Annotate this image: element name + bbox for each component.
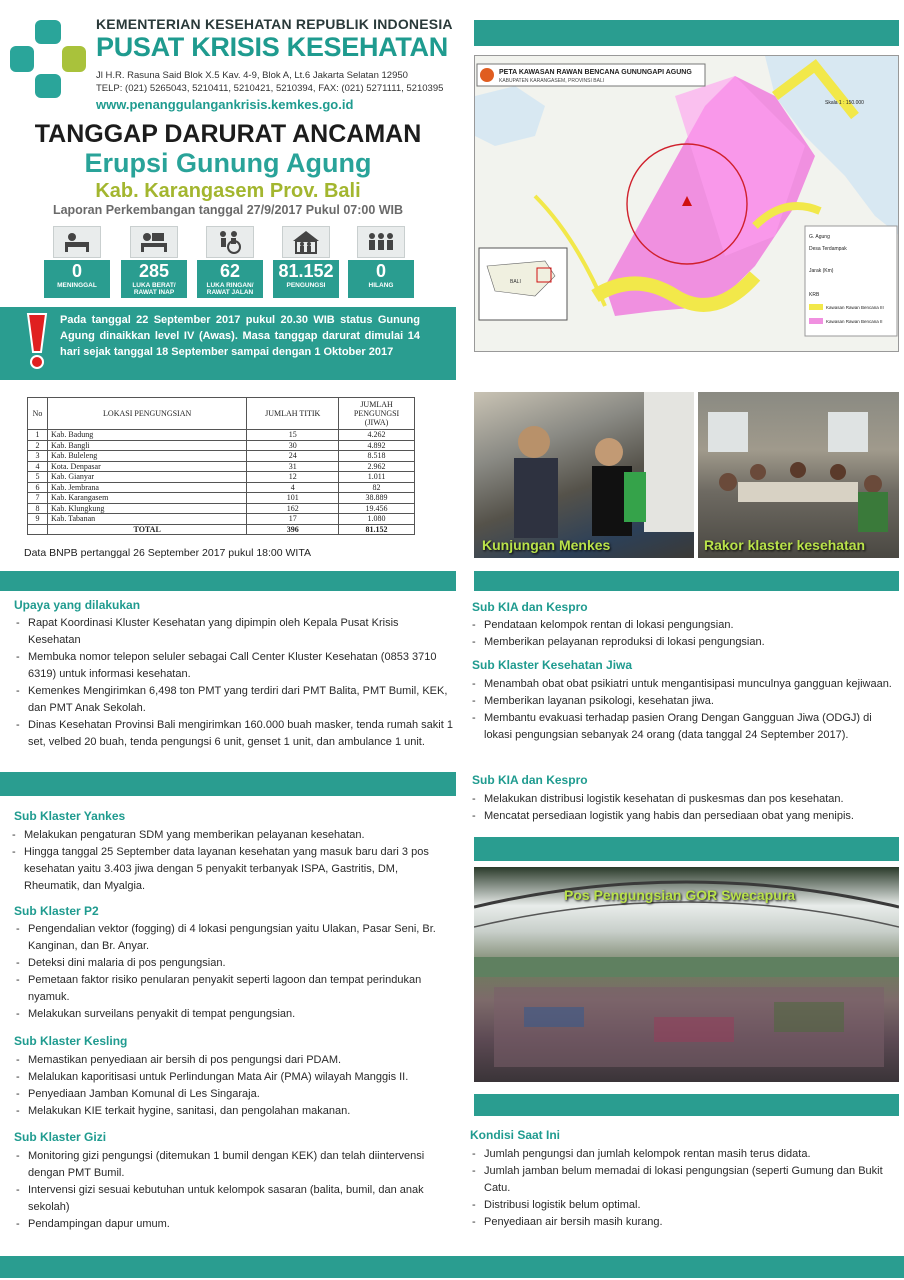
heading-gizi: Sub Klaster Gizi [14,1130,107,1144]
stat-meninggal [44,226,110,298]
list-item: - Membantu evakuasi terhadap pasien Orang Dengan Gangguan Jiwa (ODGJ) di lokasi pengungsian sebanyak 24 orang (data tanggal 24 September 2017). [470,710,898,744]
cell-titik: 15 [247,430,339,441]
photo-menkes-people [474,392,694,558]
cell-titik: 17 [247,514,339,525]
stat-value: 62 [219,261,241,281]
table-row [28,503,415,514]
legend-krb: KRB [809,292,820,298]
list-item: - Mencatat persediaan logistik yang habis dan persediaan obat yang menipis. [470,808,898,825]
table-row [28,451,415,462]
cell-no: 1 [28,430,48,441]
col-pengungsi: JUMLAH PENGUNGSI (JIWA) [339,398,415,430]
people-icon [357,226,405,258]
photo-rakor-people [698,392,899,558]
stat-value: 0 [375,261,386,281]
table-row [28,430,415,441]
cell-pengungsi: 2.962 [339,461,415,472]
table-row [28,472,415,483]
cell-lokasi: Kab. Tabanan [47,514,246,525]
cell-no: 6 [28,482,48,493]
table-row [28,482,415,493]
cell-titik: 12 [247,472,339,483]
caption-gor: Pos Pengungsian GOR Swecapura [564,887,796,903]
list-item: - Memberikan pelayanan reproduksi di lokasi pengungsian. [470,634,898,651]
list-item: - Monitoring gizi pengungsi (ditemukan 1 bumil dengan KEK) dan telah diintervensi dengan PMT Bumil. [14,1148,454,1182]
stat-label: LUKA BERAT/ RAWAT INAP [132,282,176,296]
cell-no: 9 [28,514,48,525]
hazard-map-drawing [475,56,899,352]
stat-pengungsi [273,226,339,298]
table-source: Data BNPB pertanggal 26 September 2017 pukul 18:00 WITA [24,547,311,559]
wheelchair-icon [206,226,254,258]
list-kia1 [470,617,898,651]
heading-kia1: Sub KIA dan Kespro [472,600,588,614]
total-label: TOTAL [47,524,246,535]
table-row [28,514,415,525]
list-item: - Pemetaan faktor risiko penularan penyakit seperti lagoon dan tempat perindukan nyamuk. [14,972,454,1006]
photo-rakor-kesehatan [698,392,899,558]
stat-label: PENGUNGSI [286,282,326,289]
col-titik: JUMLAH TITIK [247,398,339,430]
list-item: - Memastikan penyediaan air bersih di pos pengungsi dari PDAM. [14,1052,454,1069]
table-row [28,493,415,504]
legend-agung: G. Agung [809,234,830,240]
cell-lokasi: Kab. Jembrana [47,482,246,493]
cell-no: 7 [28,493,48,504]
ministry-name: KEMENTERIAN KESEHATAN REPUBLIK INDONESIA [96,16,453,32]
list-item: - Penyediaan air bersih masih kurang. [470,1214,898,1231]
footer-bar [0,1256,904,1278]
heading-kesling: Sub Klaster Kesling [14,1034,128,1048]
list-item: - Kemenkes Mengirimkan 6,498 ton PMT yang terdiri dari PMT Balita, PMT Bumil, KEK, dan PMT Anak Sekolah. [14,683,454,717]
list-item: - Dinas Kesehatan Provinsi Bali mengirimkan 160.000 buah masker, tenda rumah sakit 1 set, velbed 20 buah, tenda pengungsi 6 unit, genset 1 unit, dan ambulance 1 unit. [14,717,454,751]
cell-titik: 30 [247,440,339,451]
section-bar [474,571,899,591]
heading-jiwa: Sub Klaster Kesehatan Jiwa [472,658,633,672]
cell-no: 4 [28,461,48,472]
cell-pengungsi: 1.080 [339,514,415,525]
stat-label: LUKA RINGAN/ RAWAT JALAN [206,282,254,296]
list-item: - Melakukan distribusi logistik kesehatan di puskesmas dan pos kesehatan. [470,791,898,808]
list-item: - Menambah obat obat psikiatri untuk mengantisipasi munculnya gangguan kejiwaan. [470,676,898,693]
list-item: - Jumlah pengungsi dan jumlah kelompok rentan masih terus didata. [470,1146,898,1163]
refugee-location-table [27,397,415,535]
cell-titik: 24 [247,451,339,462]
alert-text: Pada tanggal 22 September 2017 pukul 20.30 WIB status Gunung Agung dinaikkan level IV (Awas). Masa tanggap darurat dimulai 14 hari sejak tanggal 18 September sampai dengan 1 Oktober 2017 [60,314,420,358]
list-item: - Hingga tanggal 25 September data layanan kesehatan yang masuk baru dari 3 pos kesehatan yaitu 3.403 jiwa dengan 5 penyakit terbanyak ISPA, Gastritis, DM, Rheumatik, dan Myalgia. [10,844,450,895]
cell-lokasi: Kab. Badung [47,430,246,441]
stat-value: 0 [71,261,82,281]
list-kia2 [470,791,898,825]
cell-pengungsi: 4.262 [339,430,415,441]
hospital-bed-icon [130,226,178,258]
house-family-icon [282,226,330,258]
stat-value: 81.152 [278,261,334,281]
address: Jl H.R. Rasuna Said Blok X.5 Kav. 4-9, Blok A, Lt.6 Jakarta Selatan 12950 [96,70,408,81]
list-item: - Melakukan surveilans penyakit di tempat pengungsian. [14,1006,454,1023]
list-upaya [14,615,454,751]
table-row [28,461,415,472]
list-item: - Intervensi gizi sesuai kebutuhan untuk kelompok sasaran (balita, bumil, dan anak sekolah) [14,1182,454,1216]
cell-pengungsi: 4.892 [339,440,415,451]
heading-upaya: Upaya yang dilakukan [14,598,141,612]
section-bar [0,571,456,591]
list-item: - Memberikan layanan psikologi, kesehatan jiwa. [470,693,898,710]
heading-yankes: Sub Klaster Yankes [14,809,126,823]
stat-label: HILANG [368,282,394,289]
phones: TELP: (021) 5265043, 5210411, 5210421, 5210394, FAX: (021) 5271111, 5210395 [96,83,444,94]
heading-kia2: Sub KIA dan Kespro [472,773,588,787]
website-link[interactable]: www.penanggulangankrisis.kemkes.go.id [96,97,354,112]
list-item: - Melakukan KIE terkait hygine, sanitasi, dan pengolahan makanan. [14,1103,454,1120]
table-total-row [28,524,415,535]
top-right-bar [474,20,899,46]
table-row [28,440,415,451]
cell-titik: 162 [247,503,339,514]
caption-menkes: Kunjungan Menkes [482,537,611,553]
cell-lokasi: Kab. Gianyar [47,472,246,483]
cell-titik: 31 [247,461,339,472]
heading-kondisi: Kondisi Saat Ini [470,1128,561,1142]
bed-icon [53,226,101,258]
map-scale: Skala 1 : 150.000 [825,100,864,106]
kemenkes-logo [8,18,90,100]
list-item: - Distribusi logistik belum optimal. [470,1197,898,1214]
title-line1: TANGGAP DARURAT ANCAMAN [34,120,422,148]
cell-lokasi: Kab. Buleleng [47,451,246,462]
center-name: PUSAT KRISIS KESEHATAN [96,32,448,62]
warning-exclamation-icon [22,312,52,370]
cell-pengungsi: 82 [339,482,415,493]
cell-no: 5 [28,472,48,483]
cell-no: 3 [28,451,48,462]
cell-lokasi: Kota. Denpasar [47,461,246,472]
heading-p2: Sub Klaster P2 [14,904,99,918]
list-item: - Deteksi dini malaria di pos pengungsian. [14,955,454,972]
list-kondisi [470,1146,898,1231]
map-subtitle: KABUPATEN KARANGASEM, PROVINSI BALI [499,78,605,84]
section-bar [0,772,456,796]
list-kesling [14,1052,454,1120]
stat-luka-ringan [197,226,263,298]
cell-lokasi: Kab. Klungkung [47,503,246,514]
report-date: Laporan Perkembangan tanggal 27/9/2017 Pukul 07:00 WIB [52,203,404,217]
list-item: - Melalukan kaporitisasi untuk Perlindungan Mata Air (PMA) wilayah Manggis II. [14,1069,454,1086]
inset-label: BALI [510,279,521,285]
cell-pengungsi: 19.456 [339,503,415,514]
cell-no: 2 [28,440,48,451]
photo-gor-swecapura [474,867,899,1082]
list-item: - Rapat Koordinasi Kluster Kesehatan yang dipimpin oleh Kepala Pusat Krisis Kesehatan [14,615,454,649]
stat-hilang [348,226,414,298]
legend-krb2: Kawasan Rawan Bencana II [826,319,883,324]
legend-krb3: Kawasan Rawan Bencana III [826,305,884,310]
section-bar [474,837,899,861]
caption-rakor: Rakor klaster kesehatan [704,537,866,553]
photo-kunjungan-menkes [474,392,694,558]
section-bar [474,1094,899,1116]
list-item: - Jumlah jamban belum memadai di lokasi pengungsian (seperti Gumung dan Bukit Catu. [470,1163,898,1197]
legend-desa: Desa Terdampak [809,246,847,252]
list-p2 [14,921,454,1023]
col-no: No [28,398,48,430]
cell-titik: 4 [247,482,339,493]
cell-pengungsi: 1.011 [339,472,415,483]
list-yankes [10,827,450,895]
list-item: - Pengendalian vektor (fogging) di 4 lokasi pengungsian yaitu Ulakan, Pasar Seni, Br. Kanginan, dan Br. Anyar. [14,921,454,955]
stat-luka-berat [121,226,187,298]
hazard-map [474,55,899,352]
list-gizi [14,1148,454,1233]
cell-no: 8 [28,503,48,514]
stat-value: 285 [138,261,170,281]
stat-label: MENINGGAL [57,282,97,289]
map-title: PETA KAWASAN RAWAN BENCANA GUNUNGAPI AGUNG [499,69,692,76]
title-line2: Erupsi Gunung Agung [84,148,372,178]
cell-titik: 101 [247,493,339,504]
list-item: - Pendampingan dapur umum. [14,1216,454,1233]
cell-pengungsi: 38.889 [339,493,415,504]
list-jiwa [470,676,898,744]
total-points: 396 [247,524,339,535]
cell-lokasi: Kab. Bangli [47,440,246,451]
legend-jarak: Jarak (Km) [809,268,834,274]
cell-lokasi: Kab. Karangasem [47,493,246,504]
cell-pengungsi: 8.518 [339,451,415,462]
total-refugees: 81.152 [339,524,415,535]
list-item: - Membuka nomor telepon seluler sebagai Call Center Kluster Kesehatan (0853 3710 6319) untuk informasi kesehatan. [14,649,454,683]
title-line3: Kab. Karangasem Prov. Bali [95,180,361,202]
col-lokasi: LOKASI PENGUNGSIAN [47,398,246,430]
list-item: - Pendataan kelompok rentan di lokasi pengungsian. [470,617,898,634]
list-item: - Penyediaan Jamban Komunal di Les Singaraja. [14,1086,454,1103]
list-item: - Melakukan pengaturan SDM yang memberikan pelayanan kesehatan. [10,827,450,844]
